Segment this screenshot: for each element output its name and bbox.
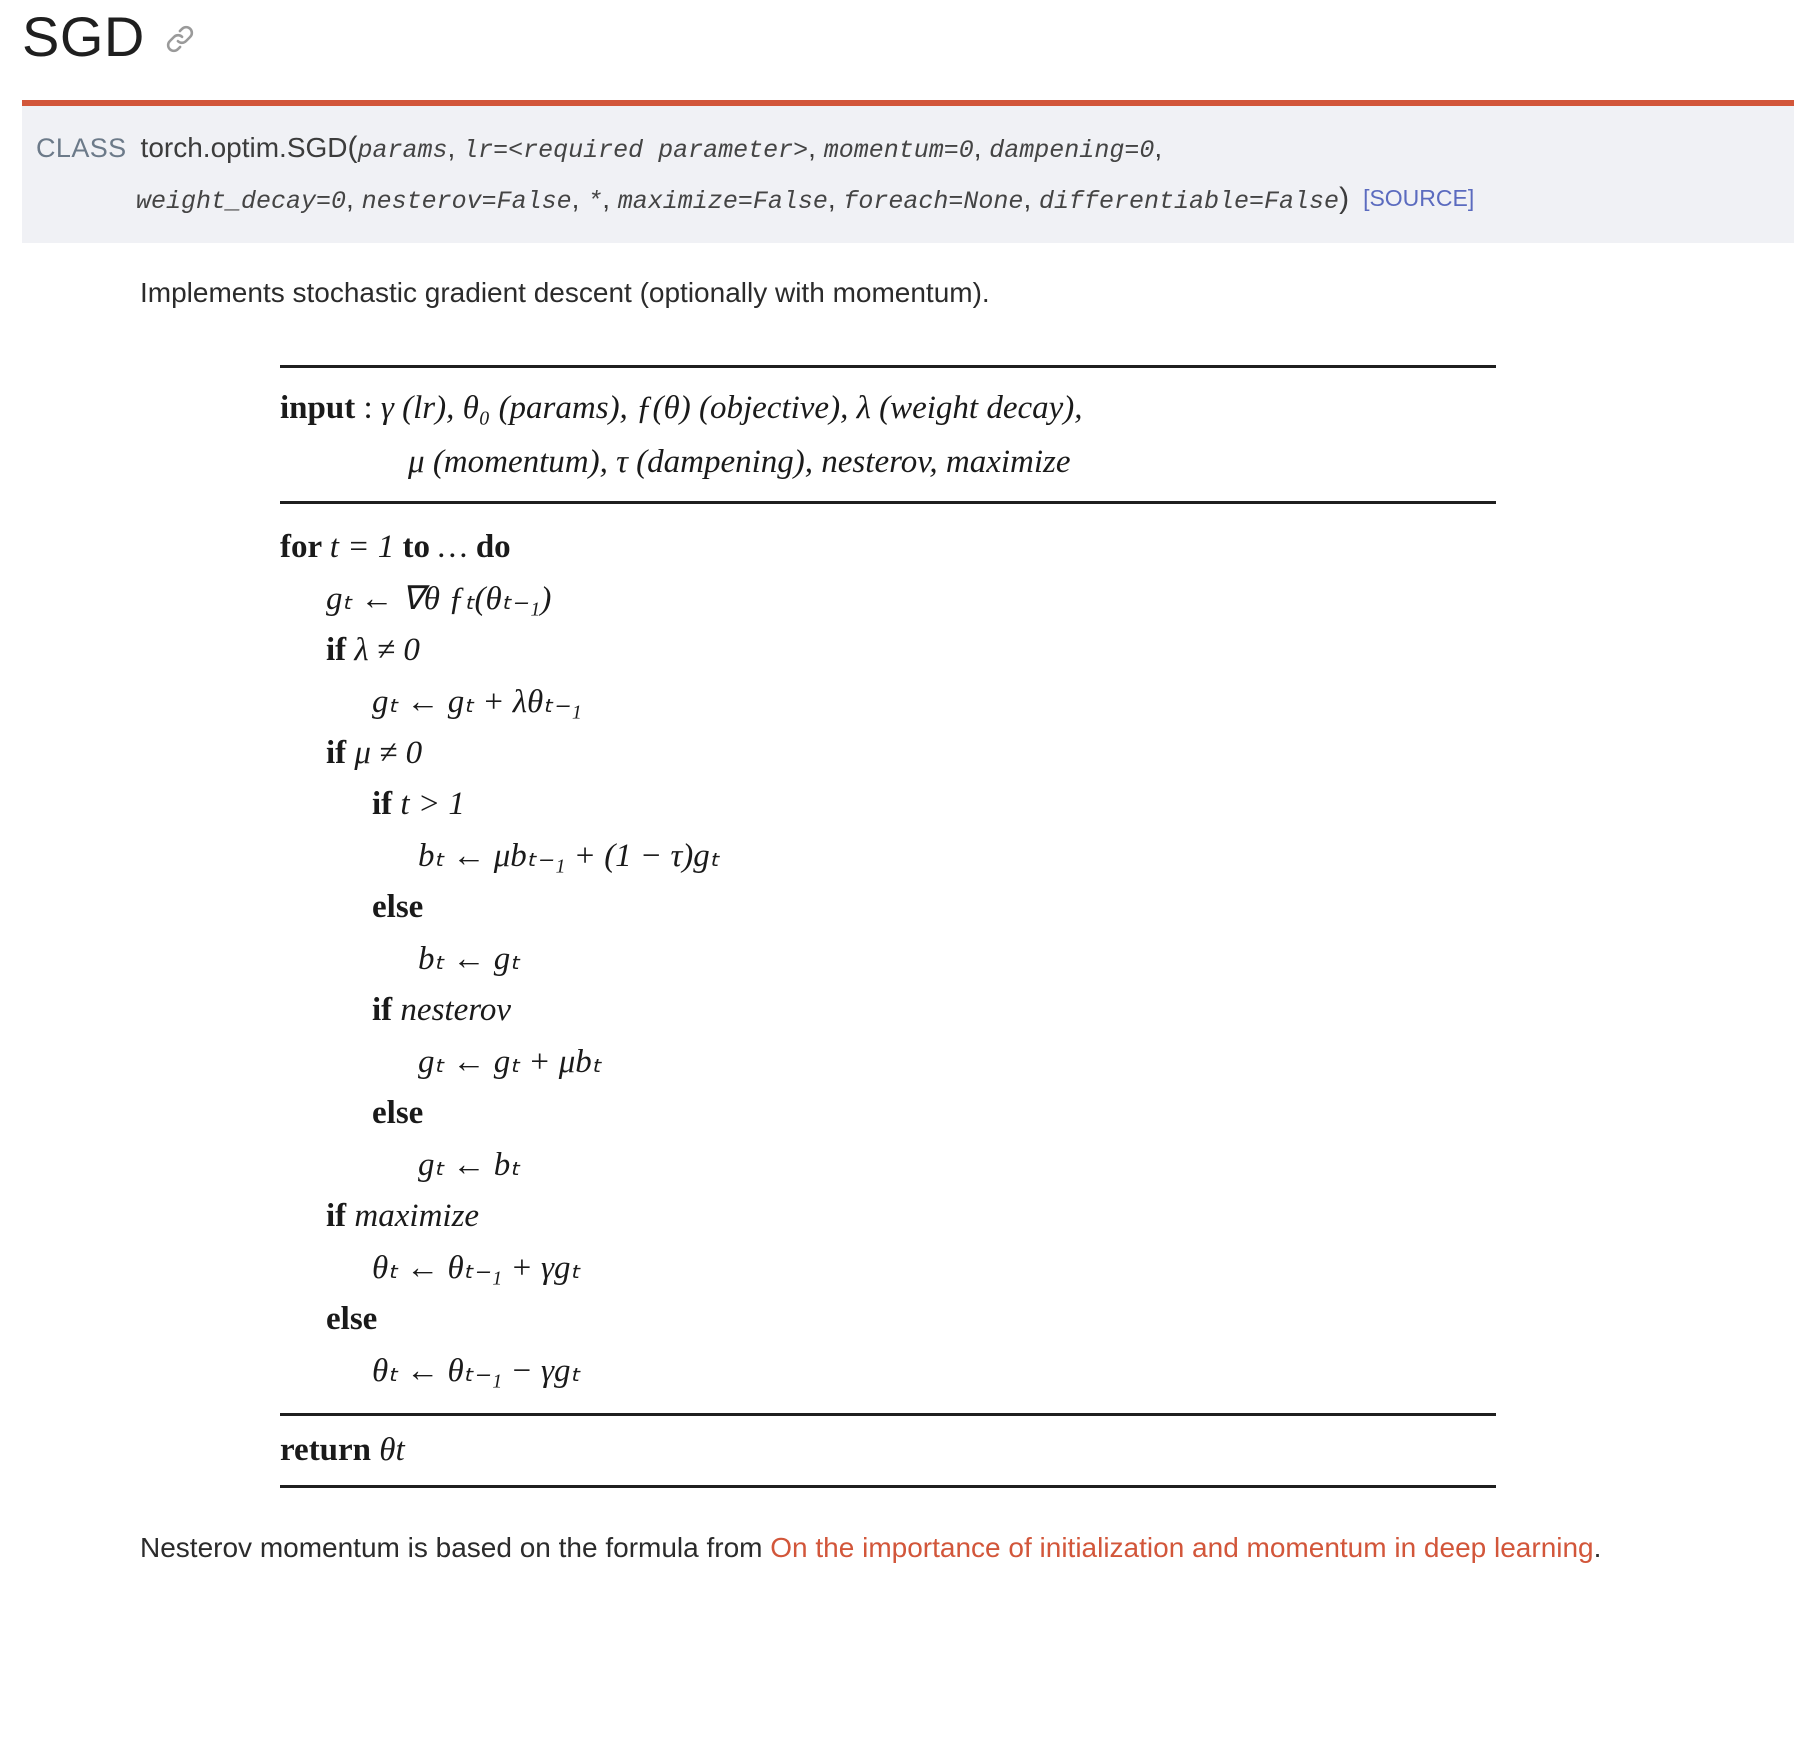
description-text: Implements stochastic gradient descent (optionally with momentum). — [140, 277, 990, 309]
signature-separator: , — [973, 132, 990, 163]
return-value: θt — [379, 1432, 405, 1469]
algorithm-return-line — [280, 1416, 1496, 1485]
return-keyword: return — [280, 1432, 372, 1469]
input-label: input — [280, 390, 356, 427]
algorithm-block — [280, 365, 1496, 1488]
signature-param: dampening=0 — [989, 136, 1155, 165]
algorithm-line — [280, 522, 1496, 573]
algorithm-condition: … — [438, 529, 476, 566]
algorithm-keyword: for — [280, 529, 330, 566]
input-params-1: γ (lr), θ₀ (params), ƒ(θ) (objective), λ (weight decay), — [380, 390, 1083, 427]
input-colon: : — [363, 390, 373, 427]
signature-line-1 — [36, 124, 1780, 173]
signature-separator: , — [571, 182, 588, 214]
algorithm-keyword: else — [372, 1095, 424, 1132]
signature-separator: , — [808, 132, 824, 163]
signature-param: foreach=None — [843, 186, 1024, 216]
algorithm-condition: μ ≠ 0 — [346, 734, 423, 771]
algorithm-line — [280, 728, 1496, 779]
algorithm-keyword: if — [372, 786, 393, 823]
footer-note — [140, 1532, 1817, 1564]
algorithm-keyword: if — [326, 632, 347, 669]
algorithm-line: bₜ ← μbₜ₋₁ + (1 − τ)gₜ — [418, 837, 720, 874]
link-icon-glyph — [163, 22, 197, 56]
page-title: SGD — [22, 5, 145, 68]
algorithm-steps — [280, 504, 1496, 1413]
algorithm-keyword: if — [326, 1198, 347, 1235]
page-header — [0, 0, 1817, 78]
qualified-name: torch.optim.SGD — [140, 132, 348, 163]
signature-param: * — [587, 186, 603, 216]
algorithm-keyword: if — [326, 734, 347, 771]
algorithm-line — [280, 1294, 1496, 1345]
footer-reference-link[interactable]: On the importance of initialization and momentum in deep learning — [770, 1532, 1594, 1564]
algorithm-condition: t > 1 — [392, 786, 465, 823]
algorithm-line: bₜ ← gₜ — [418, 940, 520, 977]
algorithm-line — [280, 985, 1496, 1036]
algorithm-keyword: else — [326, 1301, 378, 1338]
algorithm-keyword: else — [372, 889, 424, 926]
input-params-2: μ (momentum), τ (dampening), nesterov, maximize — [408, 443, 1071, 480]
algorithm-keyword: to — [402, 529, 439, 566]
algorithm-rule-bottom — [280, 1485, 1496, 1488]
signature-body — [22, 106, 1794, 243]
algorithm-line — [280, 625, 1496, 676]
signature-separator: , — [602, 182, 618, 214]
algorithm-line: gₜ ← bₜ — [418, 1146, 520, 1183]
algorithm-condition: λ ≠ 0 — [346, 632, 420, 669]
signature-param: maximize=False — [617, 186, 828, 216]
algorithm-condition: nesterov — [392, 992, 511, 1029]
algorithm-input-section — [280, 368, 1496, 501]
algorithm-line: gₜ ← gₜ + μbₜ — [418, 1043, 602, 1080]
open-paren: ( — [347, 131, 358, 164]
signature-param: nesterov=False — [361, 186, 572, 216]
signature-separator: , — [1154, 132, 1163, 163]
algorithm-line — [280, 1191, 1496, 1242]
footer-text-after: . — [1593, 1532, 1602, 1564]
signature-separator: , — [346, 182, 362, 214]
algorithm-line: gₜ ← gₜ + λθₜ₋₁ — [372, 683, 582, 720]
algorithm-keyword: do — [475, 529, 511, 566]
signature-separator: , — [1023, 182, 1039, 214]
algorithm-condition: t = 1 — [329, 529, 403, 566]
close-paren: ) — [1339, 181, 1350, 215]
algorithm-input-line-2 — [280, 436, 1496, 489]
signature-separator: , — [447, 132, 464, 163]
params-line-1 — [358, 132, 1163, 163]
algorithm-keyword: if — [372, 992, 393, 1029]
class-signature-block — [22, 100, 1794, 243]
algorithm-line — [280, 779, 1496, 830]
footer-text-before: Nesterov momentum is based on the formula from — [140, 1532, 771, 1564]
signature-param: lr=<required parameter> — [463, 136, 809, 165]
signature-param: weight_decay=0 — [136, 186, 347, 216]
params-line-2 — [136, 183, 1339, 214]
signature-param: params — [357, 136, 448, 165]
algorithm-line — [280, 1088, 1496, 1139]
algorithm-line: θₜ ← θₜ₋₁ − γgₜ — [372, 1352, 581, 1389]
algorithm-line: θₜ ← θₜ₋₁ + γgₜ — [372, 1249, 581, 1286]
algorithm-input-line-1 — [280, 382, 1496, 435]
link-icon[interactable] — [163, 22, 197, 64]
algorithm-line — [280, 882, 1496, 933]
source-link[interactable]: [SOURCE] — [1363, 184, 1475, 211]
algorithm-line: gₜ ← ∇θ ƒₜ(θₜ₋₁) — [326, 580, 552, 617]
algorithm-condition: maximize — [346, 1198, 480, 1235]
class-keyword: CLASS — [36, 133, 127, 163]
signature-param: momentum=0 — [823, 136, 974, 165]
signature-line-2 — [36, 175, 1780, 224]
signature-param: differentiable=False — [1039, 186, 1340, 216]
signature-separator: , — [827, 182, 844, 214]
